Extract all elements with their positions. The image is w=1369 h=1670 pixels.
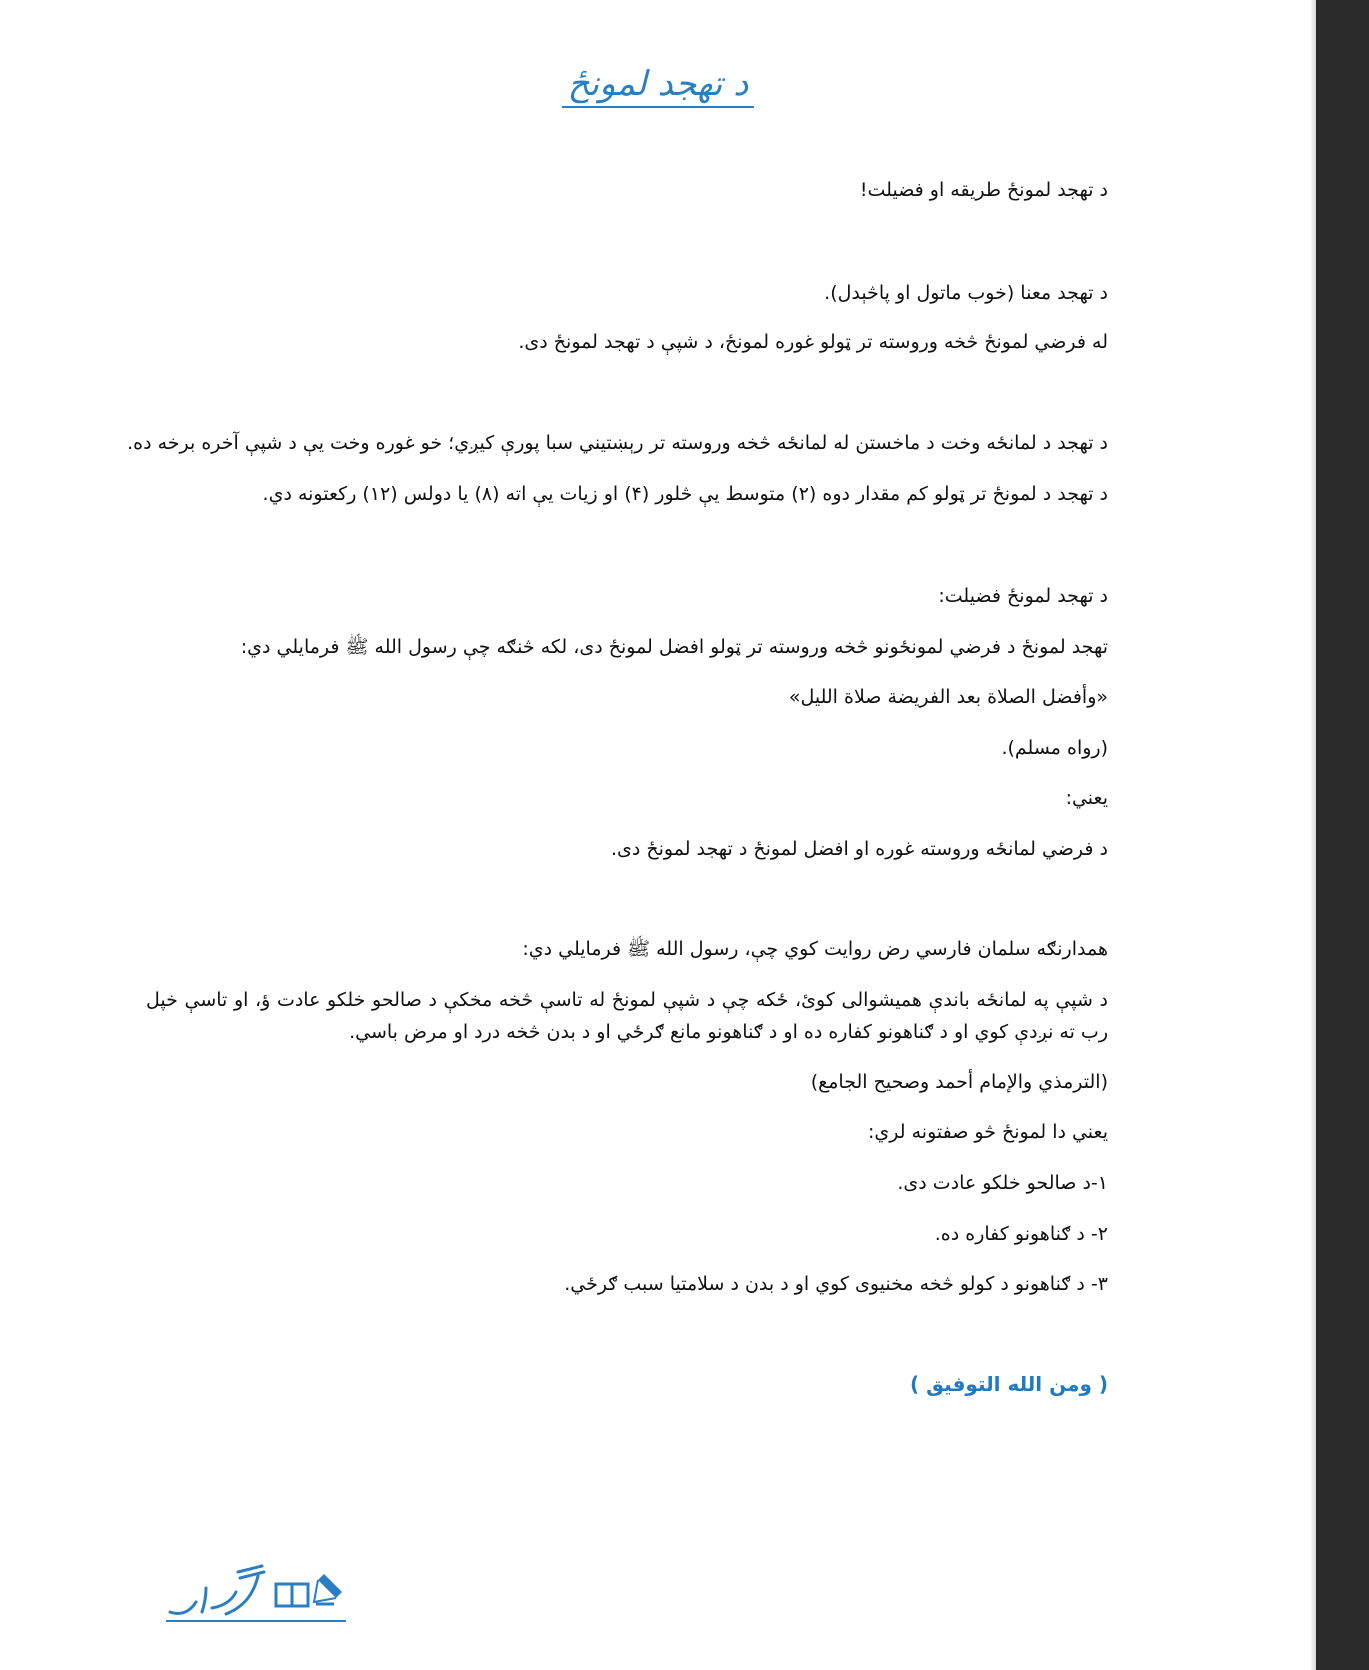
viewer-scrollbar[interactable] [1316, 0, 1369, 1670]
hadith-source-tirmidhi: (الترمذي والإمام أحمد وصحيح الجامع) [810, 1071, 1108, 1093]
paragraph-meaning: د تهجد معنا (خوب ماتول او پاڅېدل). [824, 282, 1108, 304]
list-item-1: ۱-د صالحو خلکو عادت دی. [897, 1172, 1108, 1194]
hadith-quote: «وأفضل الصلاة بعد الفريضة صلاة الليل» [788, 686, 1108, 708]
paragraph-time: د تهجد د لمانځه وخت د ماخستن له لمانځه څخه وروسته تر رېښتيني سبا پورې کيږي؛ خو غوره وخت يې د شپې آخره برخه ده. [127, 432, 1108, 454]
book-icon [276, 1584, 308, 1606]
paragraph-qualities: يعني دا لمونځ څو صفتونه لري: [868, 1121, 1108, 1143]
paragraph-rakats: د تهجد د لمونځ تر ټولو کم مقدار دوه (۲) متوسط يې څلور (۴) او زيات يې اته (۸) يا دولس (۱۲) رکعتونه دي. [262, 483, 1108, 505]
paragraph-prophet-said: تهجد لمونځ د فرضي لمونځونو څخه وروسته تر ټولو افضل لمونځ دی، لکه څنګه چې رسول الله ﷺ فرمايلي دي: [240, 636, 1108, 658]
list-item-2: ۲- د ګناهونو کفاره ده. [934, 1223, 1108, 1245]
paragraph-hadith-translation: د شپې په لمانځه باندې هميشوالی کوئ، ځکه چې د شپې لمونځ له تاسې څخه مخکې د صالحو خلکو عادت ؤ، او تاسې خپل رب ته نږدې کوي او د ګناهونو کفاره ده او د ګناهونو مانع ګرځي او د بدن څخه درد او مرض باسي. [146, 989, 1108, 1043]
heading-method-and-virtue: د تهجد لمونځ طریقه او فضیلت! [859, 179, 1108, 201]
list-item-3: ۳- د ګناهونو د کولو څخه مخنيوی کوي او د بدن د سلامتيا سبب ګرځي. [564, 1273, 1108, 1295]
document-title: د تهجد لمونځ [0, 64, 1316, 104]
signature-script [170, 1566, 264, 1614]
paragraph-salman-narration: همدارنګه سلمان فارسي رض روايت کوي چې، رسول الله ﷺ فرمايلي دي: [522, 938, 1108, 960]
paragraph-translation: د فرضي لمانځه وروسته غوره او افضل لمونځ د تهجد لمونځ دی. [610, 838, 1108, 860]
label-meaning: يعني: [1065, 787, 1108, 809]
paragraph-best-prayer: له فرضي لمونځ څخه وروسته تر ټولو غوره لمونځ، د شپې د تهجد لمونځ دی. [518, 331, 1108, 353]
hadith-source-muslim: (رواه مسلم). [1001, 737, 1108, 759]
closing-phrase: ( ومن الله التوفيق ) [910, 1372, 1108, 1396]
signature-logo [166, 1562, 346, 1622]
pen-icon [314, 1574, 342, 1604]
heading-virtue: د تهجد لمونځ فضيلت: [938, 585, 1108, 607]
